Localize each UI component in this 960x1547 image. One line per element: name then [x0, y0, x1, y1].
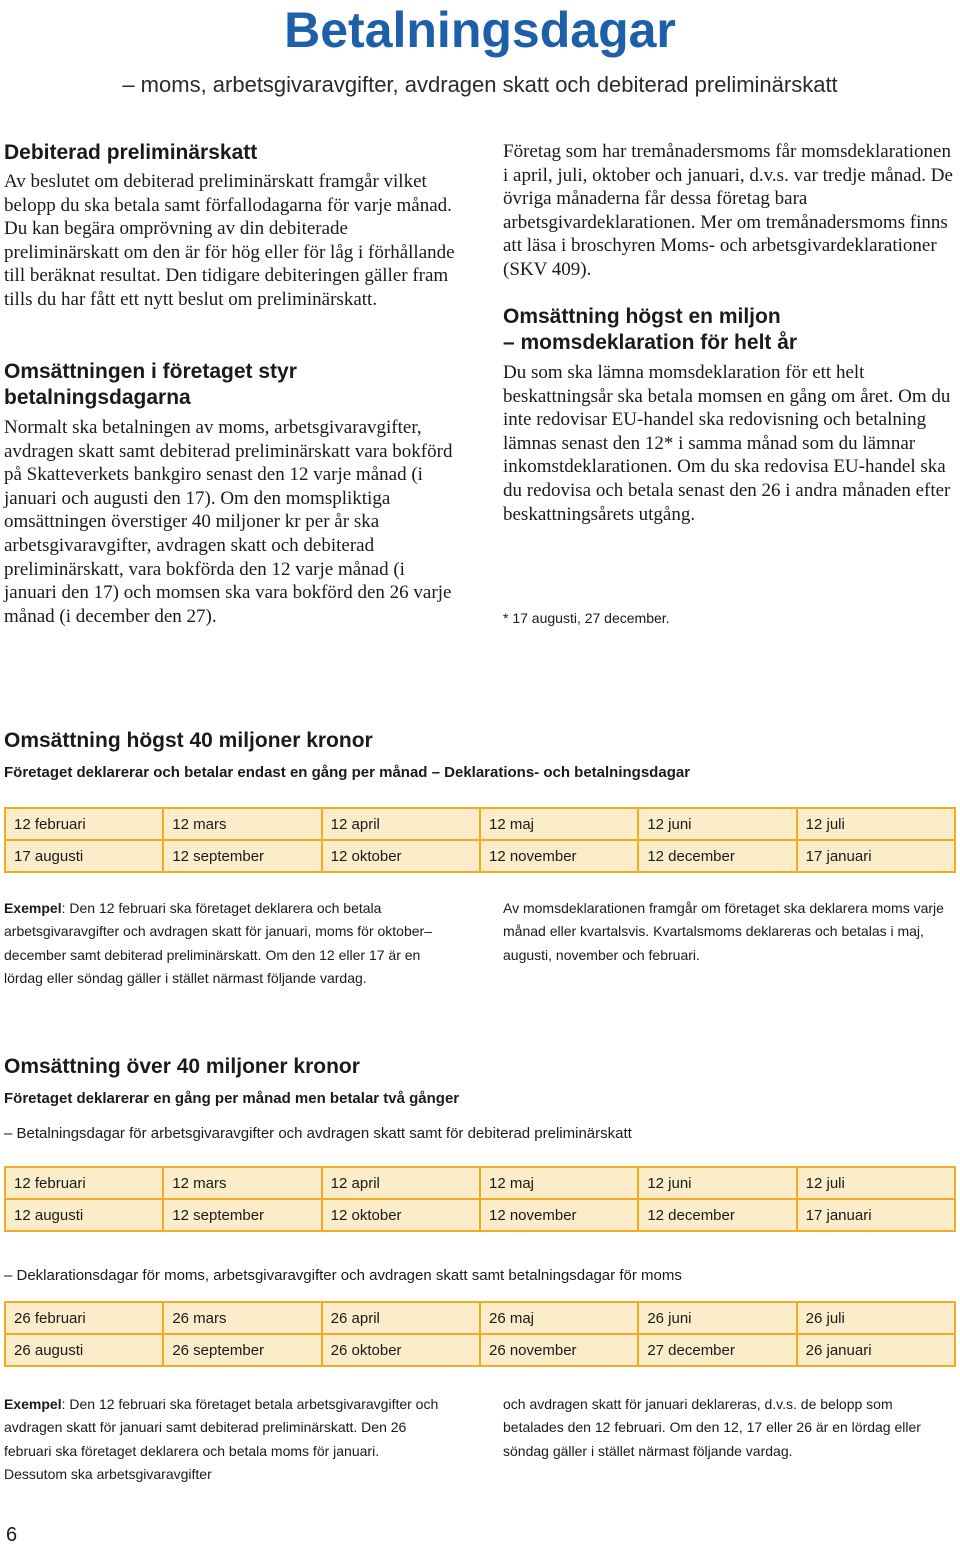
date-cell: 26 februari	[5, 1302, 163, 1334]
page-subtitle: – moms, arbetsgivaravgifter, avdragen skatt och debiterad preliminärskatt	[122, 72, 838, 97]
date-cell: 12 februari	[5, 1167, 163, 1199]
declaration-dates-table	[4, 1301, 956, 1367]
section2-subheading: Företaget deklarerar en gång per månad men betalar två gånger	[4, 1090, 460, 1107]
example-text	[4, 897, 444, 991]
date-cell: 12 november	[480, 840, 638, 872]
footnote: * 17 augusti, 27 december.	[503, 610, 670, 626]
section-heading-hogst-40: Omsättning högst 40 miljoner kronor	[4, 729, 373, 752]
date-cell: 12 maj	[480, 1167, 638, 1199]
date-cell: 12 oktober	[322, 1199, 480, 1231]
table-caption: – Betalningsdagar för arbetsgivaravgifter och avdragen skatt samt för debiterad preliminärskatt	[4, 1125, 632, 1142]
table-row	[5, 840, 955, 872]
date-cell: 12 december	[638, 840, 796, 872]
date-cell: 12 december	[638, 1199, 796, 1231]
example-continued-text: och avdragen skatt för januari deklareras, d.v.s. de belopp som betalades den 12 februari. Om den 12, 17 eller 26 är en lördag eller söndag gäller i stället närmast följande vardag.	[503, 1396, 921, 1459]
date-cell: 26 mars	[163, 1302, 321, 1334]
page-title: Betalningsdagar	[284, 2, 676, 58]
date-cell: 12 juni	[638, 808, 796, 840]
date-cell: 12 augusti	[5, 1199, 163, 1231]
kvartalsmoms-text: Av momsdeklarationen framgår om företaget ska deklarera moms varje månad eller kvartalsvis. Kvartalsmoms deklareras och betalas i maj, augusti, november och februari.	[503, 900, 944, 963]
heading-line: Omsättning högst en miljon	[503, 305, 781, 328]
hogst-miljon-body: Du som ska lämna momsdeklaration för ett helt beskattningsår ska betala momsen en gång om året. Om du inte redovisar EU-handel ska redovisning och betalning lämnas senast den 12* i samma månad som du lämnar inkomstdeklarationen. Om du ska redovisa EU-handel ska du redovisa och betala senast den 26 i andra månaden efter beskattningsårets utgång.	[503, 362, 951, 525]
heading-line: Omsättningen i företaget styr	[4, 360, 297, 383]
payment-dates-table	[4, 807, 956, 873]
date-cell: 26 oktober	[322, 1334, 480, 1366]
example-label: Exempel	[4, 1396, 62, 1412]
date-cell: 12 oktober	[322, 840, 480, 872]
debiterad-body: Av beslutet om debiterad preliminärskatt framgår vilket belopp du ska betala samt förfallodagarna för varje månad. Du kan begära omprövning av din debiterade preliminärskatt om den är för hög eller för låg i förhållande till beräknat resultat. Den tidigare debiteringen gäller fram tills du har fått ett nytt beslut om preliminärskatt.	[4, 171, 455, 310]
payment-dates-table	[4, 1166, 956, 1232]
tremanaders-body: Företag som har tremånadersmoms får momsdeklarationen i april, juli, oktober och januari, d.v.s. var tredje månad. De övriga månaderna får dessa företag bara arbetsgivardeklarationen. Mer om tremånadersmoms finns att läsa i broschyren Moms- och arbetsgivardeklarationer (SKV 409).	[503, 141, 953, 280]
date-cell: 26 juni	[638, 1302, 796, 1334]
example-text	[4, 1393, 444, 1487]
example-label: Exempel	[4, 900, 62, 916]
omsattning-styr-body: Normalt ska betalningen av moms, arbetsgivaravgifter, avdragen skatt samt debiterad preliminärskatt vara bokförd på Skatteverkets bankgiro senast den 12 varje månad (i januari och augusti den 17). Om den momspliktiga omsättningen överstiger 40 miljoner kr per år ska arbetsgivaravgifter, avdragen skatt och debiterad preliminärskatt, vara bokförda den 12 varje månad (i januari den 17) och momsen ska vara bokförd den 26 varje månad (i december den 27).	[4, 417, 453, 627]
section-heading-hogst-miljon	[503, 304, 955, 356]
section-heading-over-40: Omsättning över 40 miljoner kronor	[4, 1055, 360, 1078]
date-cell: 26 januari	[797, 1334, 955, 1366]
date-cell: 12 april	[322, 808, 480, 840]
date-cell: 27 december	[638, 1334, 796, 1366]
date-cell: 26 september	[163, 1334, 321, 1366]
date-cell: 12 februari	[5, 808, 163, 840]
table-row	[5, 808, 955, 840]
date-cell: 26 juli	[797, 1302, 955, 1334]
date-cell: 17 januari	[797, 840, 955, 872]
date-cell: 12 mars	[163, 808, 321, 840]
date-cell: 26 november	[480, 1334, 638, 1366]
table-row	[5, 1334, 955, 1366]
date-cell: 12 november	[480, 1199, 638, 1231]
date-cell: 26 maj	[480, 1302, 638, 1334]
date-cell: 12 juli	[797, 808, 955, 840]
table-caption: – Deklarationsdagar för moms, arbetsgivaravgifter och avdragen skatt samt betalningsdagar för moms	[4, 1267, 682, 1284]
date-cell: 26 april	[322, 1302, 480, 1334]
example-body: : Den 12 februari ska företaget betala arbetsgivaravgifter och avdragen skatt för januari samt debiterad preliminärskatt. Den 26 februari ska företaget deklarera och betala moms för januari. Dessutom ska arbetsgivaravgifter	[4, 1396, 439, 1483]
example-body: : Den 12 februari ska företaget deklarera och betala arbetsgivaravgifter och avdragen skatt för januari, moms för oktober– december samt debiterad preliminärskatt. Om den 12 eller 17 är en lördag eller söndag gäller i stället närmast följande vardag.	[4, 900, 432, 987]
table-row	[5, 1302, 955, 1334]
date-cell: 17 augusti	[5, 840, 163, 872]
date-cell: 17 januari	[797, 1199, 955, 1231]
table-row	[5, 1199, 955, 1231]
section1-subheading: Företaget deklarerar och betalar endast en gång per månad – Deklarations- och betalningsdagar	[4, 764, 691, 781]
heading-line: betalningsdagarna	[4, 386, 191, 409]
date-cell: 12 september	[163, 840, 321, 872]
page-number: 6	[6, 1524, 18, 1546]
section-heading-omsattning-styr	[4, 359, 464, 411]
table-row	[5, 1167, 955, 1199]
date-cell: 12 juni	[638, 1167, 796, 1199]
date-cell: 12 april	[322, 1167, 480, 1199]
date-cell: 12 maj	[480, 808, 638, 840]
section-heading-debiterad: Debiterad preliminärskatt	[4, 141, 258, 164]
date-cell: 26 augusti	[5, 1334, 163, 1366]
heading-line: – momsdeklaration för helt år	[503, 331, 798, 354]
date-cell: 12 mars	[163, 1167, 321, 1199]
date-cell: 12 september	[163, 1199, 321, 1231]
date-cell: 12 juli	[797, 1167, 955, 1199]
